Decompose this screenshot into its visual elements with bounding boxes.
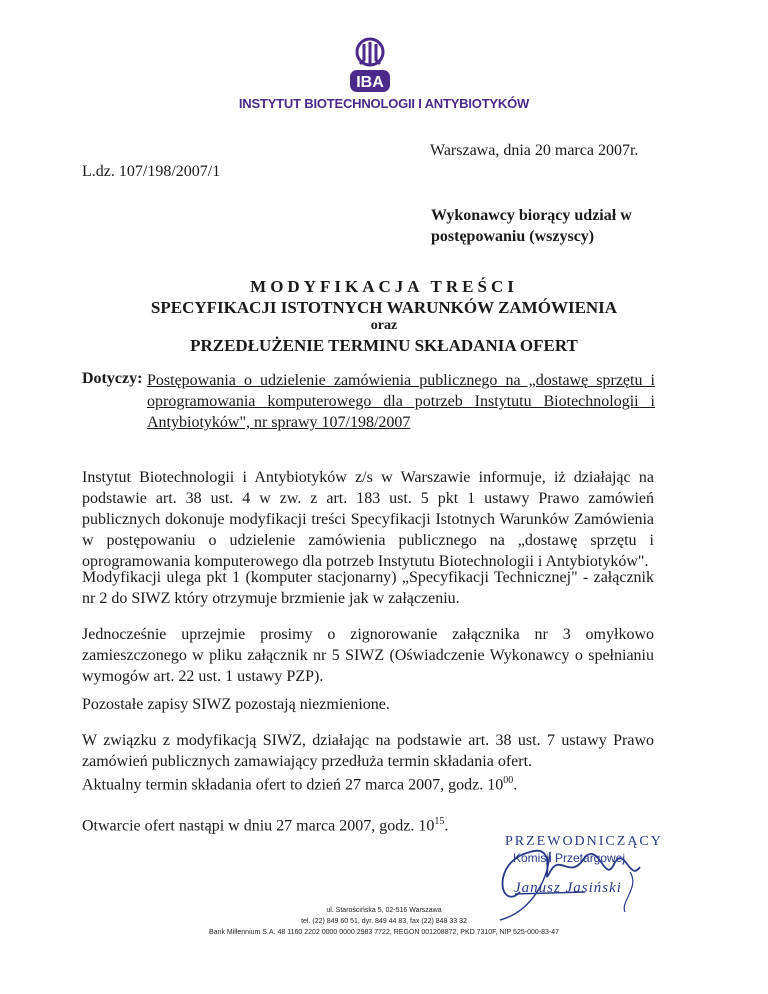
opening-minutes: 15 — [434, 816, 445, 827]
letter-date: Warszawa, dnia 20 marca 2007r. — [430, 142, 639, 159]
stamp-name: Janusz Jasiński — [514, 880, 622, 896]
recipient — [431, 205, 632, 247]
opening-end: . — [444, 817, 449, 835]
title-line-2: SPECYFIKACJI ISTOTNYCH WARUNKÓW ZAMÓWIENIA — [150, 298, 618, 317]
paragraph-1: Instytut Biotechnologii i Antybiotyków z/s w Warszawie informuje, iż działając na podstawie art. 38 ust. 4 w zw. z art. 183 ust. 5 pkt 1 ustawy Prawo zamówień publicznych dokonuje modyfikacji treści Specyfikacji Istotnych Warunków Zamówienia w postępowaniu o udzielenie zamówienia publicznego na „dostawę sprzętu i oprogramowania komputerowego dla potrzeb Instytutu Biotechnologii i Antybiotyków". — [82, 469, 654, 570]
deadline-end: . — [513, 776, 518, 794]
paragraph-3: Jednocześnie uprzejmie prosimy o zignorowanie załącznika nr 3 omyłkowo zamieszczonego w pliku załącznik nr 5 SIWZ (Oświadczenie Wykonawcy o spełnianiu wymogów art. 22 ust. 1 ustawy PZP). — [82, 626, 654, 685]
title-line-4: PRZEDŁUŻENIE TERMINU SKŁADANIA OFERT — [190, 336, 578, 355]
paragraph-5: W związku z modyfikacją SIWZ, działając na podstawie art. 38 ust. 7 ustawy Prawo zamówień publicznych zamawiający przedłuża termin składania ofert. — [82, 732, 654, 770]
recipient-line-2: postępowaniu (wszyscy) — [431, 228, 595, 245]
title-line-1: MODYFIKACJA TREŚCI — [250, 277, 518, 296]
iba-logo — [338, 36, 402, 98]
subject-text: Postępowania o udzielenie zamówienia publicznego na „dostawę sprzętu i oprogramowania komputerowego dla potrzeb Instytutu Biotechnologii i Antybiotyków", nr sprawy 107/198/2007 — [147, 372, 655, 431]
opening-text: Otwarcie ofert nastąpi w dniu 27 marca 2007, godz. 10 — [82, 817, 435, 835]
title-line-3: oraz — [370, 318, 398, 333]
logo-text: IBA — [356, 74, 384, 91]
footer-contact: tel. (22) 849 60 51, dyr. 849 44 83, fax (22) 848 33 32 — [301, 918, 467, 925]
reference-number: L.dz. 107/198/2007/1 — [82, 163, 221, 180]
paragraph-4: Pozostałe zapisy SIWZ pozostają niezmienione. — [82, 696, 390, 713]
subject-label: Dotyczy: — [82, 370, 143, 387]
recipient-line-1: Wykonawcy biorący udział w — [431, 207, 632, 224]
institute-name: INSTYTUT BIOTECHNOLOGII I ANTYBIOTYKÓW — [238, 96, 530, 111]
stamp-title: PRZEWODNICZĄCY — [505, 834, 663, 849]
paragraph-6 — [82, 770, 654, 795]
deadline-minutes: 00 — [503, 775, 514, 786]
footer-address: ul. Starościńska 5, 02-516 Warszawa — [326, 907, 442, 914]
deadline-text: Aktualny termin składania ofert to dzień 27 marca 2007, godz. 10 — [82, 776, 504, 794]
footer-bank: Bank Millennium S.A. 48 1160 2202 0000 0000 2983 7722, REGON 001208872, PKD 7310F, NIP 525-000-83-47 — [209, 929, 559, 936]
paragraph-2: Modyfikacji ulega pkt 1 (komputer stacjonarny) „Specyfikacji Technicznej" - załącznik nr 2 do SIWZ który otrzymuje brzmienie jak w załączeniu. — [82, 569, 654, 607]
stamp-subtitle: Komisji Przetargowej — [513, 851, 626, 865]
